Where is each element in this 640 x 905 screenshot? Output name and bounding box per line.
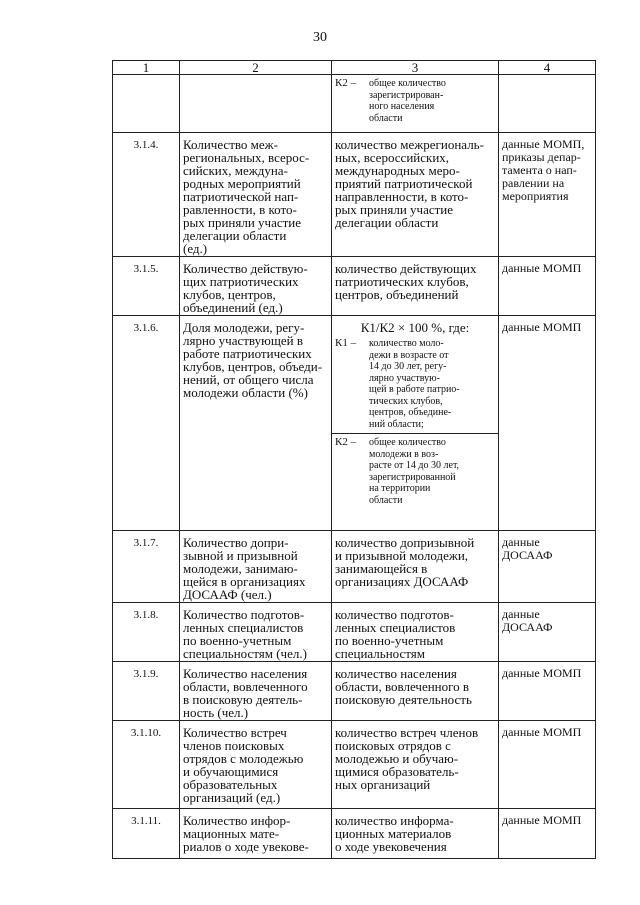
data-source: данные МОМП, приказы депар- тамента о нап- равлении на мероприятия bbox=[499, 133, 596, 257]
table-row bbox=[113, 662, 596, 721]
indicator-name: Количество допри- зывной и призывной молодежи, занимаю- щейся в организациях ДОСААФ (чел.) bbox=[180, 531, 332, 603]
k2-definition bbox=[335, 437, 495, 506]
k1-definition bbox=[335, 338, 495, 430]
data-source: данные МОМП bbox=[499, 316, 596, 531]
indicator-name: Количество действую- щих патриотических клубов, центров, объединений (ед.) bbox=[180, 257, 332, 316]
definition-text: общее количество зарегистрирован- ного населения области bbox=[369, 78, 446, 124]
table-row bbox=[113, 133, 596, 257]
divider bbox=[332, 433, 498, 434]
calculation-method bbox=[332, 316, 499, 531]
calculation-method: количество подготов- ленных специалистов по военно-учетным специальностям bbox=[332, 603, 499, 662]
row-number: 3.1.6. bbox=[113, 316, 180, 531]
data-source: данные МОМП bbox=[499, 809, 596, 859]
calculation-method: количество информа- ционных материалов о ходе увековечения bbox=[332, 809, 499, 859]
page-number: 30 bbox=[313, 30, 327, 45]
row-number: 3.1.7. bbox=[113, 531, 180, 603]
definition-text: общее количество молодежи в воз- расте от 14 до 30 лет, зарегистрированной на территории области bbox=[369, 437, 460, 506]
indicator-name: Количество населения области, вовлеченного в поисковую деятель- ность (чел.) bbox=[180, 662, 332, 721]
indicators-table bbox=[112, 60, 596, 859]
table-row bbox=[113, 809, 596, 859]
calculation-method: количество допризывной и призывной молодежи, занимающейся в организациях ДОСААФ bbox=[332, 531, 499, 603]
continuation-definition bbox=[335, 78, 495, 124]
data-source: данные МОМП bbox=[499, 721, 596, 809]
calculation-method: количество встреч членов поисковых отрядов с молодежью и обучаю- щимися образователь- ных организаций bbox=[332, 721, 499, 809]
definition-symbol: К1 – bbox=[335, 337, 357, 349]
column-number-2: 2 bbox=[180, 61, 332, 75]
indicator-name: Количество инфор- мационных мате- риалов о ходе увекове- bbox=[180, 809, 332, 859]
row-number: 3.1.5. bbox=[113, 257, 180, 316]
table-row bbox=[113, 721, 596, 809]
indicator-name: Количество подготов- ленных специалистов по военно-учетным специальностям (чел.) bbox=[180, 603, 332, 662]
data-source: данные МОМП bbox=[499, 662, 596, 721]
indicator-name: Количество встреч членов поисковых отрядов с молодежью и обучающимися образовательных организаций (ед.) bbox=[180, 721, 332, 809]
calculation-method: количество населения области, вовлеченного в поисковую деятельность bbox=[332, 662, 499, 721]
continuation-row bbox=[113, 75, 596, 133]
row-number: 3.1.10. bbox=[113, 721, 180, 809]
definition-symbol: К2 – bbox=[335, 77, 357, 89]
row-number: 3.1.11. bbox=[113, 809, 180, 859]
indicator-name: Количество меж- региональных, всерос- сийских, междуна- родных мероприятий патриотической нап- равленности, в кото- рых приняли участие делегации области (ед.) bbox=[180, 133, 332, 257]
calculation-method: количество межрегиональ- ных, всероссийских, международных меро- приятий патриотической направленности, в кото- рых приняли участие делегации области bbox=[332, 133, 499, 257]
data-source: данные МОМП bbox=[499, 257, 596, 316]
table-header-row bbox=[113, 61, 596, 75]
table-row bbox=[113, 603, 596, 662]
table-row bbox=[113, 257, 596, 316]
calculation-method: количество действующих патриотических клубов, центров, объединений bbox=[332, 257, 499, 316]
formula: К1/К2 × 100 %, где: bbox=[360, 320, 470, 335]
table-row bbox=[113, 531, 596, 603]
row-number: 3.1.9. bbox=[113, 662, 180, 721]
definition-text: количество моло- дежи в возрасте от 14 до 30 лет, регу- лярно участвую- щей в работе патрио- тических клубов, центров, объедине- ний области; bbox=[369, 338, 460, 430]
data-source: данные ДОСААФ bbox=[499, 531, 596, 603]
indicator-name: Доля молодежи, регу- лярно участвующей в работе патриотических клубов, центров, объеди- нений, от общего числа молодежи области (%) bbox=[180, 316, 332, 531]
table-row bbox=[113, 316, 596, 531]
row-number: 3.1.8. bbox=[113, 603, 180, 662]
definition-symbol: К2 – bbox=[335, 436, 357, 448]
column-number-3: 3 bbox=[332, 61, 499, 75]
column-number-4: 4 bbox=[499, 61, 596, 75]
column-number-1: 1 bbox=[113, 61, 180, 75]
data-source: данные ДОСААФ bbox=[499, 603, 596, 662]
row-number: 3.1.4. bbox=[113, 133, 180, 257]
